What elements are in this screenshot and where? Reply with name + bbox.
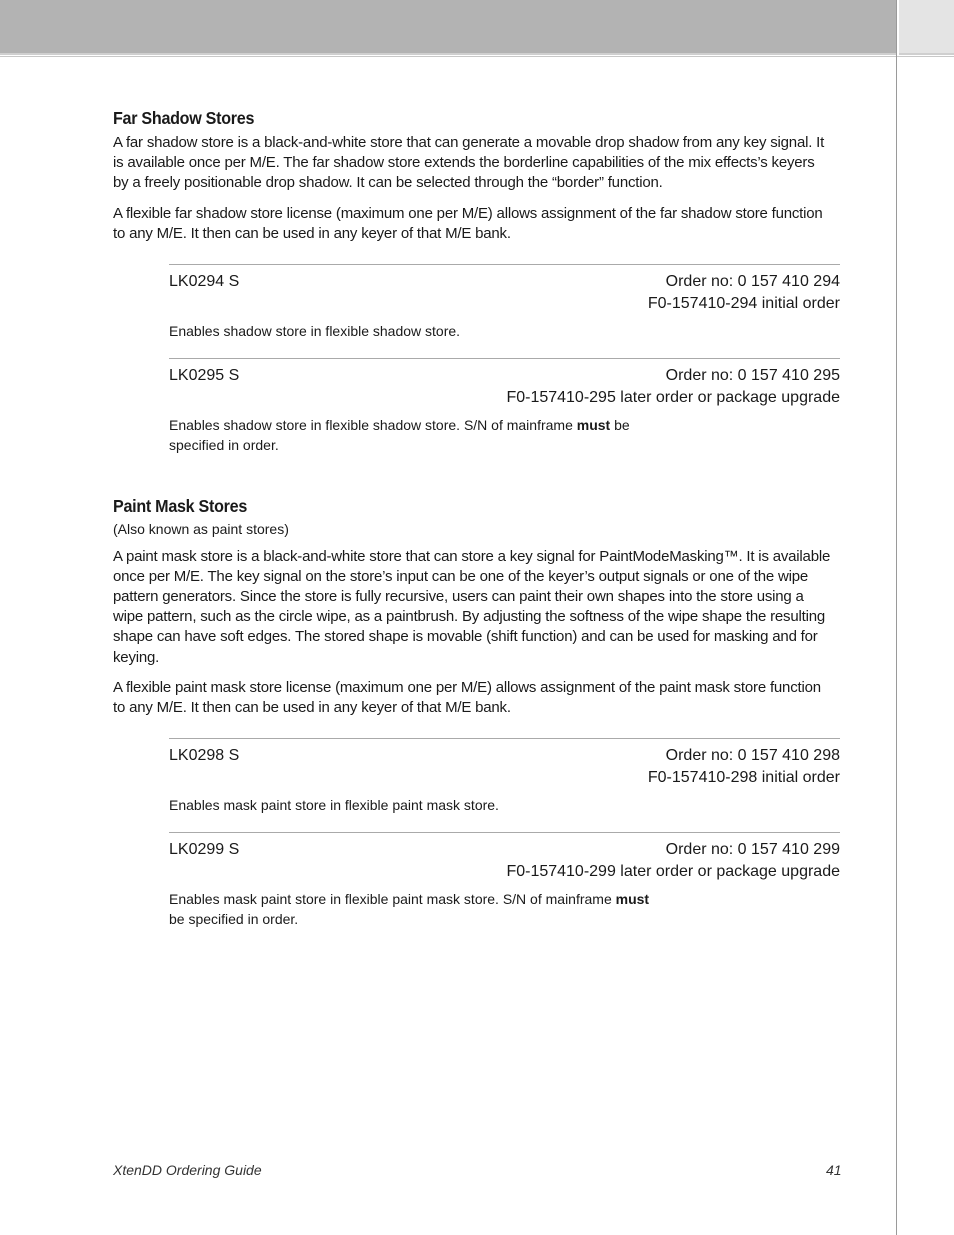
order-item <box>169 264 840 342</box>
page-content <box>113 108 840 930</box>
desc-text: Enables shadow store in flexible shadow store. S/N of mainframe <box>169 416 577 433</box>
section-heading-far-shadow: Far Shadow Stores <box>113 108 255 128</box>
header-tab <box>899 0 954 55</box>
order-description <box>169 889 659 930</box>
body-paragraph: A paint mask store is a black-and-white store that can store a key signal for PaintModeMasking™. It is available once per M/E. The key signal on the store’s input can be one of the keyer’s output signals or one of the wipe pattern generators. Since the store is fully recursive, users can paint their own shapes into the store using a wipe pattern, such as the circle wipe, as a paintbrush. By adjusting the softness of the wipe shape the resulting shape can have soft edges. The stored shape is movable (shift function) and can be used for masking and for keying. <box>113 547 831 666</box>
product-code: LK0298 S <box>169 747 240 765</box>
page-number: 41 <box>826 1162 842 1178</box>
order-note: F0-157410-299 later order or package upgrade <box>506 862 840 880</box>
product-code: LK0294 S <box>169 273 240 291</box>
order-item <box>169 832 840 930</box>
desc-text: be specified in order. <box>169 416 630 454</box>
body-paragraph: A flexible paint mask store license (maximum one per M/E) allows assignment of the paint mask store function to any M/E. It then can be used in any keyer of that M/E bank. <box>113 678 821 716</box>
desc-text: Enables mask paint store in flexible paint mask store. S/N of mainframe <box>169 890 616 907</box>
order-item <box>169 358 840 456</box>
order-number: Order no: 0 157 410 295 <box>665 366 840 384</box>
order-item <box>169 738 840 816</box>
order-description: Enables mask paint store in flexible paint mask store. <box>169 797 499 814</box>
header-divider <box>0 56 954 57</box>
order-description: Enables shadow store in flexible shadow store. <box>169 323 461 340</box>
desc-emphasis: must <box>576 416 611 433</box>
order-number: Order no: 0 157 410 298 <box>665 747 840 765</box>
aka-note: (Also known as paint stores) <box>113 520 289 537</box>
order-description <box>169 415 659 456</box>
body-paragraph: A far shadow store is a black-and-white store that can generate a movable drop shadow from any key signal. It is available once per M/E. The far shadow store extends the borderline capabilities of the mix effects’s keyers by a freely positionable drop shadow. It can be selected through the “border” function. <box>113 134 825 192</box>
product-code: LK0295 S <box>169 366 240 384</box>
header-band <box>0 0 896 55</box>
desc-text: be specified in order. <box>169 911 299 928</box>
order-number: Order no: 0 157 410 294 <box>665 273 840 291</box>
section-heading-paint-mask: Paint Mask Stores <box>113 495 248 516</box>
desc-emphasis: must <box>615 890 650 907</box>
order-number: Order no: 0 157 410 299 <box>665 840 840 858</box>
order-note: F0-157410-295 later order or package upgrade <box>506 388 840 406</box>
order-note: F0-157410-294 initial order <box>647 295 840 313</box>
product-code: LK0299 S <box>169 840 240 858</box>
footer-title: XtenDD Ordering Guide <box>113 1162 262 1178</box>
order-note: F0-157410-298 initial order <box>647 769 840 787</box>
margin-divider <box>896 0 897 1235</box>
body-paragraph: A flexible far shadow store license (maximum one per M/E) allows assignment of the far shadow store function to any M/E. It then can be used in any keyer of that M/E bank. <box>113 204 823 242</box>
